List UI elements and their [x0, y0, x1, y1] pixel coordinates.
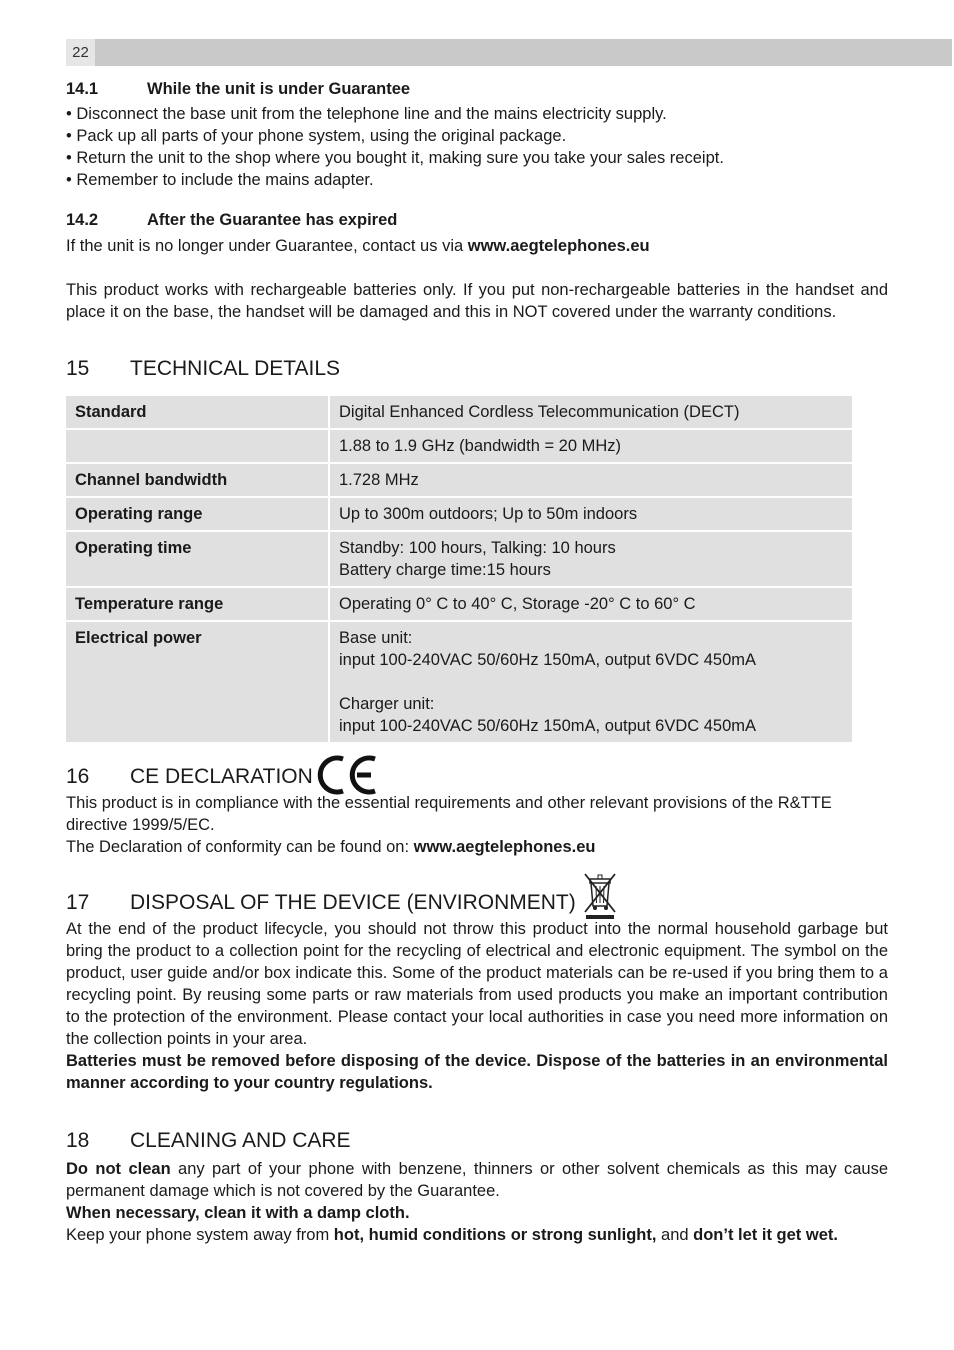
- section-number: 16: [66, 765, 90, 788]
- section-title: CLEANING AND CARE: [130, 1129, 351, 1152]
- section-number: 14.2: [66, 211, 99, 229]
- table-row: [66, 464, 852, 496]
- bold-text: Batteries must be removed before disposing of the device. Dispose of the batteries in an environmental manner according to your country regulations.: [66, 1052, 888, 1092]
- spec-label: Operating time: [66, 532, 328, 586]
- table-row: [66, 430, 852, 462]
- spec-label: [66, 430, 328, 462]
- section-17-heading: [66, 870, 888, 916]
- page-content: [66, 78, 888, 1246]
- guarantee-steps-list: [66, 103, 888, 191]
- page-number: 22: [66, 39, 95, 66]
- spec-label: Operating range: [66, 498, 328, 530]
- spec-label: Temperature range: [66, 588, 328, 620]
- list-item: • Return the unit to the shop where you bought it, making sure you take your sales receipt.: [66, 147, 888, 169]
- bold-text: hot, humid conditions or strong sunlight,: [333, 1226, 657, 1244]
- spec-value: Up to 300m outdoors; Up to 50m indoors: [330, 498, 852, 530]
- page-header-bar: [66, 39, 952, 66]
- battery-disposal-warning: [66, 1050, 888, 1094]
- bold-text: When necessary, clean it with a damp cloth.: [66, 1204, 410, 1222]
- ce-mark-icon: [317, 754, 377, 796]
- spec-label: Channel bandwidth: [66, 464, 328, 496]
- body-text: The Declaration of conformity can be found on:: [66, 838, 414, 856]
- list-item: • Remember to include the mains adapter.: [66, 169, 888, 191]
- section-14-2-heading: [66, 209, 888, 231]
- section-title: CE DECLARATION: [130, 765, 313, 788]
- crossed-bin-icon: [580, 870, 620, 920]
- section-title: DISPOSAL OF THE DEVICE (ENVIRONMENT): [130, 891, 576, 914]
- table-row: [66, 588, 852, 620]
- spec-value-line: input 100-240VAC 50/60Hz 150mA, output 6VDC 450mA: [339, 717, 757, 735]
- spec-label: Electrical power: [66, 622, 328, 742]
- section-15-heading: [66, 356, 888, 382]
- spec-value-line: Charger unit:: [339, 695, 435, 713]
- spec-value: 1.88 to 1.9 GHz (bandwidth = 20 MHz): [330, 430, 852, 462]
- ce-compliance-text: This product is in compliance with the essential requirements and other relevant provisions of the R&TTE directive 1999/5/EC.: [66, 794, 832, 834]
- spec-value: [330, 532, 852, 586]
- section-16-heading: [66, 754, 888, 790]
- body-text: Keep your phone system away from: [66, 1226, 334, 1244]
- bold-text: Do not clean: [66, 1160, 171, 1178]
- table-row: [66, 622, 852, 742]
- section-number: 18: [66, 1129, 90, 1152]
- spec-value: Digital Enhanced Cordless Telecommunication (DECT): [330, 396, 852, 428]
- list-item: • Pack up all parts of your phone system, using the original package.: [66, 125, 888, 147]
- table-row: [66, 532, 852, 586]
- table-row: [66, 498, 852, 530]
- body-text: If the unit is no longer under Guarantee, contact us via: [66, 237, 468, 255]
- website-link[interactable]: www.aegtelephones.eu: [467, 237, 650, 255]
- cleaning-instruction: [66, 1202, 888, 1224]
- care-instruction: [66, 1224, 888, 1246]
- section-number: 17: [66, 891, 90, 914]
- cleaning-warning: [66, 1158, 888, 1202]
- section-14-1-heading: [66, 78, 888, 100]
- battery-warning: This product works with rechargeable batteries only. If you put non-rechargeable batteries in the handset and place it on the base, the handset will be damaged and this in NOT covered under the warranty conditions.: [66, 281, 888, 321]
- section-title: TECHNICAL DETAILS: [130, 357, 341, 380]
- spec-value: [330, 622, 852, 742]
- spec-value-line: Battery charge time:15 hours: [339, 561, 551, 579]
- spacer: [339, 671, 843, 693]
- list-item: • Disconnect the base unit from the telephone line and the mains electricity supply.: [66, 103, 888, 125]
- spec-value: 1.728 MHz: [330, 464, 852, 496]
- disposal-text: At the end of the product lifecycle, you should not throw this product into the normal household garbage but bring the product to a collection point for the recycling of electrical and electronic equipment. The symbol on the product, user guide and/or box indicate this. Some of the product materials can be re-used if you bring them to a recycling point. By reusing some parts or raw materials from used products you make an important contribution to the protection of the environment. Please contact your local authorities in case you need more information on the collection points in your area.: [66, 920, 888, 1048]
- technical-details-table: [64, 394, 854, 744]
- section-title: While the unit is under Guarantee: [147, 80, 411, 98]
- body-text: any part of your phone with benzene, thinners or other solvent chemicals as this may cause permanent damage which is not covered by the Guarantee.: [66, 1160, 889, 1200]
- ce-declaration-location: [66, 836, 888, 858]
- section-18-heading: [66, 1128, 888, 1154]
- bold-text: don’t let it get wet.: [693, 1226, 838, 1244]
- expired-guarantee-text: [66, 235, 888, 257]
- section-title: After the Guarantee has expired: [147, 211, 398, 229]
- spec-label: Standard: [66, 396, 328, 428]
- spec-value-line: Standby: 100 hours, Talking: 10 hours: [339, 539, 616, 557]
- spec-value-line: Base unit:: [339, 629, 413, 647]
- table-row: [66, 396, 852, 428]
- website-link[interactable]: www.aegtelephones.eu: [413, 838, 596, 856]
- section-number: 15: [66, 357, 90, 380]
- spec-value-line: input 100-240VAC 50/60Hz 150mA, output 6VDC 450mA: [339, 651, 757, 669]
- spec-value: Operating 0° C to 40° C, Storage -20° C to 60° C: [330, 588, 852, 620]
- section-number: 14.1: [66, 80, 99, 98]
- body-text: and: [656, 1226, 694, 1244]
